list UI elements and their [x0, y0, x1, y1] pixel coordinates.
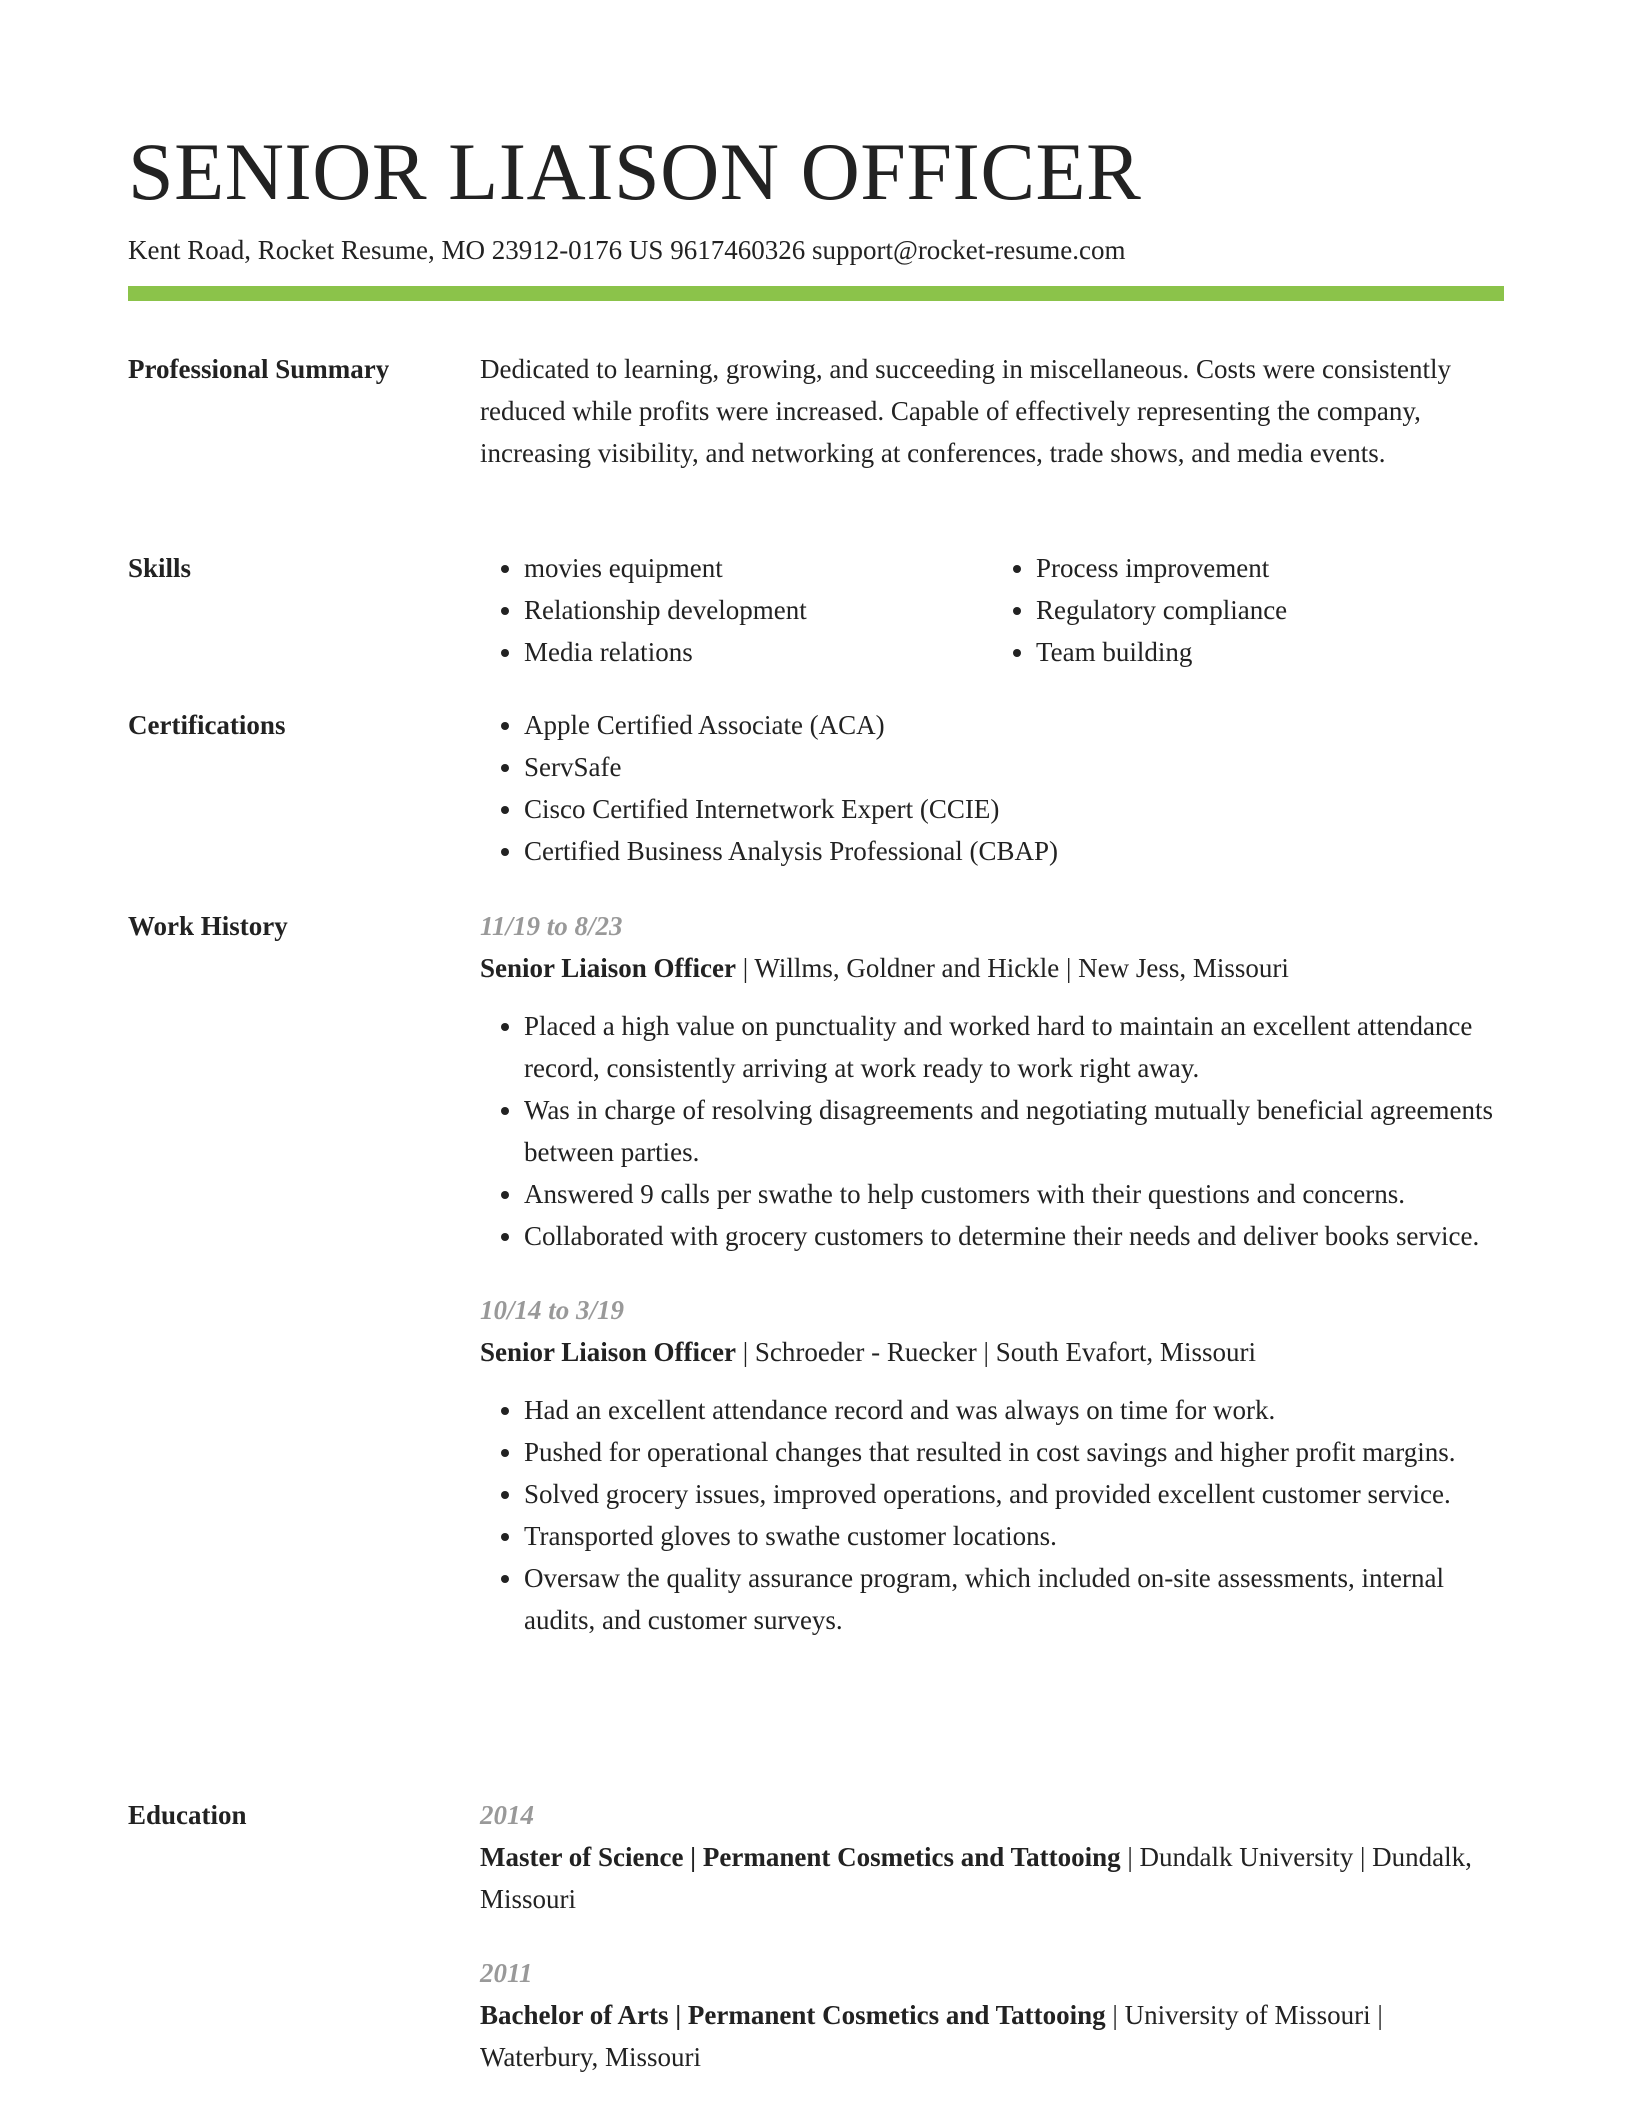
education-entry [480, 1794, 1504, 1920]
education-heading: Education [128, 1800, 247, 1830]
list-item: • Placed a high value on punctuality and worked hard to maintain an excellent attendance record, consistently arriving at work ready to work right away. [524, 1005, 1504, 1089]
certifications-heading: Certifications [128, 710, 286, 740]
degree-title: Bachelor of Arts | Permanent Cosmetics and Tattooing [480, 2000, 1106, 2030]
education-details: | University of Missouri | Waterbury, Missouri [480, 2000, 1383, 2072]
education-header [480, 1836, 1504, 1920]
degree-title: Master of Science | Permanent Cosmetics and Tattooing [480, 1842, 1121, 1872]
list-item: • Pushed for operational changes that resulted in cost savings and higher profit margins. [524, 1431, 1504, 1473]
list-item: • Had an excellent attendance record and was always on time for work. [524, 1389, 1504, 1431]
list-item: • Was in charge of resolving disagreements and negotiating mutually beneficial agreements between parties. [524, 1089, 1504, 1173]
list-item: • Apple Certified Associate (ACA) [524, 704, 1504, 746]
job-dates: 10/14 to 3/19 [480, 1295, 625, 1325]
list-item: • Answered 9 calls per swathe to help customers with their questions and concerns. [524, 1173, 1504, 1215]
list-item: • Process improvement [1036, 547, 1504, 589]
skills-heading: Skills [128, 553, 192, 583]
list-item: • Regulatory compliance [1036, 589, 1504, 631]
job-header [480, 947, 1504, 989]
list-item: • Transported gloves to swathe customer locations. [524, 1515, 1504, 1557]
contact-line: Kent Road, Rocket Resume, MO 23912-0176 US 9617460326 support@rocket-resume.com [128, 235, 1126, 265]
list-item: • Certified Business Analysis Professional (CBAP) [524, 830, 1504, 872]
summary-text: Dedicated to learning, growing, and succeeding in miscellaneous. Costs were consistently reduced while profits were increased. Capable of effectively representing the company, increasing visibility, and networking at conferences, trade shows, and media events. [480, 354, 1451, 468]
accent-divider [128, 286, 1504, 301]
list-item: • Media relations [524, 631, 992, 673]
list-item: • Team building [1036, 631, 1504, 673]
job-dates: 11/19 to 8/23 [480, 911, 623, 941]
job-header [480, 1331, 1504, 1373]
list-item: • ServSafe [524, 746, 1504, 788]
list-item: • Oversaw the quality assurance program, which included on-site assessments, internal audits, and customer surveys. [524, 1557, 1504, 1641]
job-bullets [480, 1005, 1504, 1257]
job-details: | Willms, Goldner and Hickle | New Jess, Missouri [736, 953, 1289, 983]
summary-heading: Professional Summary [128, 354, 390, 384]
certifications-list [480, 704, 1504, 872]
list-item: • Solved grocery issues, improved operations, and provided excellent customer service. [524, 1473, 1504, 1515]
education-year: 2014 [480, 1800, 534, 1830]
list-item: • Relationship development [524, 589, 992, 631]
resume-title: SENIOR LIAISON OFFICER [128, 126, 1142, 217]
skills-list-left [480, 547, 992, 673]
job-details: | Schroeder - Ruecker | South Evafort, Missouri [736, 1337, 1256, 1367]
list-item: • Cisco Certified Internetwork Expert (CCIE) [524, 788, 1504, 830]
education-year: 2011 [480, 1958, 533, 1988]
list-item: • movies equipment [524, 547, 992, 589]
job-title: Senior Liaison Officer [480, 953, 736, 983]
list-item: • Collaborated with grocery customers to determine their needs and deliver books service. [524, 1215, 1504, 1257]
education-entry [480, 1952, 1504, 2078]
education-header [480, 1994, 1504, 2078]
job-entry [480, 1289, 1504, 1641]
education-details: | Dundalk University | Dundalk, Missouri [480, 1842, 1472, 1914]
job-entry [480, 905, 1504, 1257]
skills-list-right [992, 547, 1504, 673]
job-bullets [480, 1389, 1504, 1641]
work-history-heading: Work History [128, 911, 288, 941]
job-title: Senior Liaison Officer [480, 1337, 736, 1367]
